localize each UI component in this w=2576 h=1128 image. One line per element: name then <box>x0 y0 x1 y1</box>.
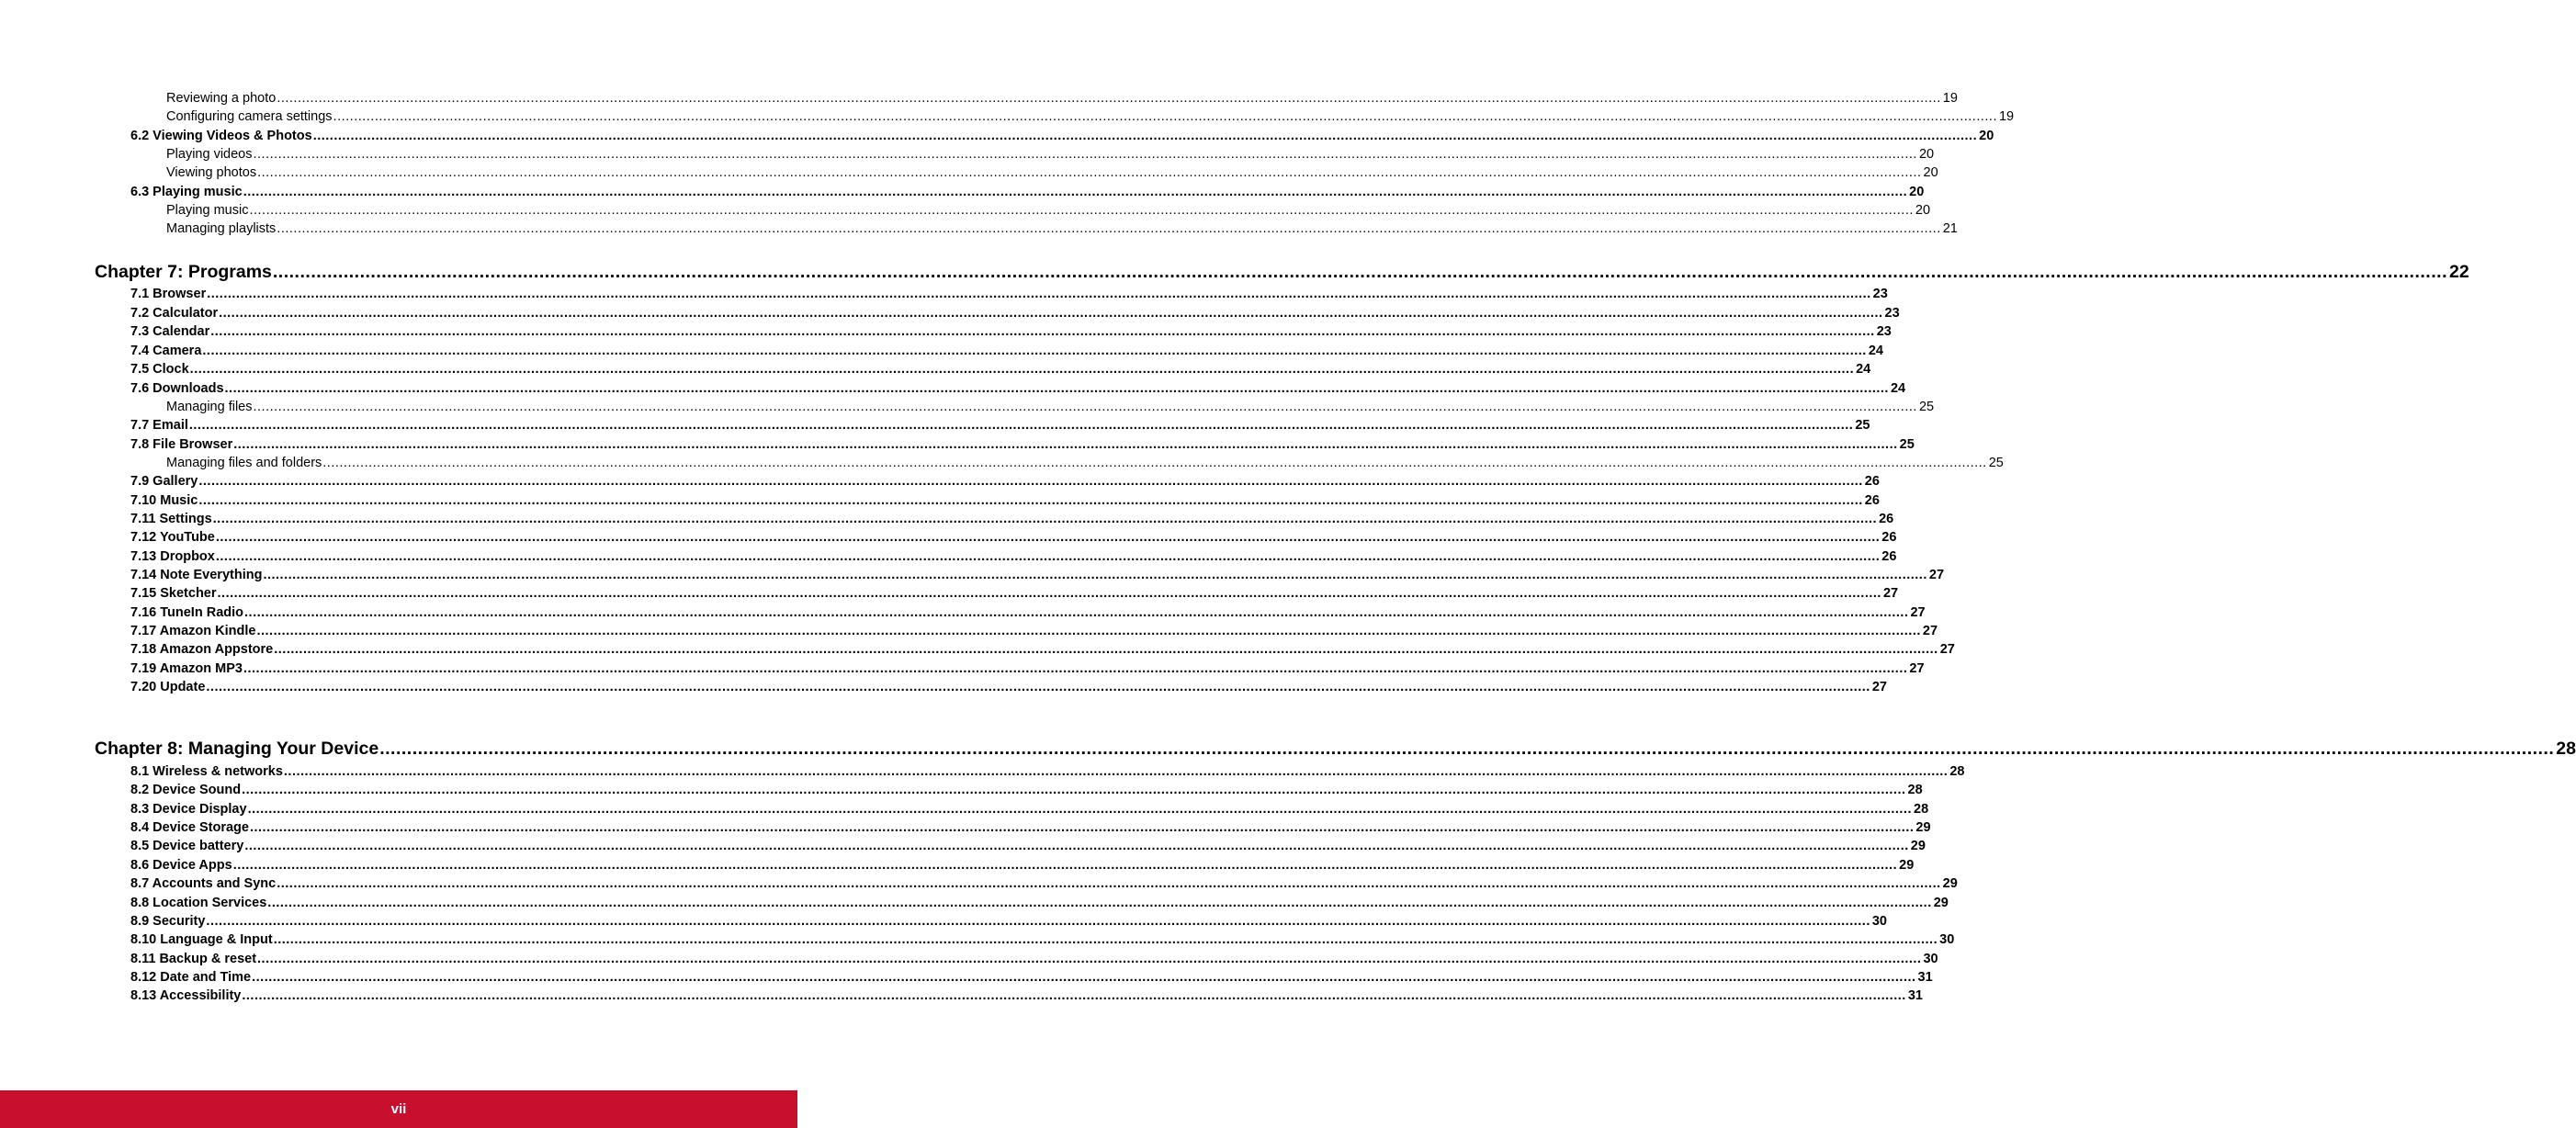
toc-entry-title: Chapter 8: Managing Your Device <box>95 739 379 759</box>
toc-subsection-entry[interactable] <box>166 109 2015 124</box>
dot-leader: ................................................................................................................................................................................................................................................................................................................................................................................................................ <box>206 914 1870 929</box>
dot-leader: ................................................................................................................................................................................................................................................................................................................................................................................................................ <box>249 203 1914 218</box>
toc-subsection-entry[interactable] <box>166 147 1935 162</box>
toc-section-entry[interactable] <box>130 970 1933 985</box>
toc-subsection-entry[interactable] <box>166 165 1938 180</box>
toc-entry-title: 7.19 Amazon MP3 <box>130 661 243 676</box>
toc-page-number: 27 <box>1928 568 1945 582</box>
toc-entry-title: 8.1 Wireless & networks <box>130 764 283 779</box>
toc-page-number: 27 <box>1922 624 1938 638</box>
toc-page-number: 26 <box>1864 493 1880 508</box>
toc-entry-title: 6.3 Playing music <box>130 185 243 199</box>
dot-leader: ................................................................................................................................................................................................................................................................................................................................................................................................................ <box>198 493 1863 508</box>
dot-leader: ................................................................................................................................................................................................................................................................................................................................................................................................................ <box>212 512 1878 526</box>
toc-section-entry[interactable] <box>130 858 1915 873</box>
dot-leader: ................................................................................................................................................................................................................................................................................................................................................................................................................ <box>242 988 1906 1003</box>
toc-page-number: 19 <box>1942 91 1958 106</box>
toc-section-entry[interactable] <box>130 437 1915 452</box>
toc-chapter-entry[interactable] <box>95 739 2576 760</box>
toc-entry-title: 7.14 Note Everything <box>130 568 263 582</box>
toc-entry-title: 7.1 Browser <box>130 287 207 301</box>
toc-entry-title: 7.7 Email <box>130 418 188 433</box>
page-number: vii <box>390 1101 407 1117</box>
dot-leader: ................................................................................................................................................................................................................................................................................................................................................................................................................ <box>283 764 1949 779</box>
toc-entry-title: Reviewing a photo <box>166 91 277 106</box>
toc-entry-title: 8.8 Location Services <box>130 896 267 910</box>
dot-leader: ................................................................................................................................................................................................................................................................................................................................................................................................................ <box>249 820 1915 835</box>
dot-leader: ................................................................................................................................................................................................................................................................................................................................................................................................................ <box>207 287 1871 301</box>
toc-page-number: 27 <box>1871 680 1887 694</box>
toc-chapter-entry[interactable] <box>95 262 2469 283</box>
toc-entry-title: 8.11 Backup & reset <box>130 952 257 966</box>
toc-section-entry[interactable] <box>130 474 1880 489</box>
toc-page-number: 26 <box>1864 474 1880 489</box>
dot-leader: ................................................................................................................................................................................................................................................................................................................................................................................................................ <box>189 362 1855 377</box>
dot-leader: ................................................................................................................................................................................................................................................................................................................................................................................................................ <box>242 783 1906 797</box>
toc-entry-title: 8.5 Device battery <box>130 839 244 853</box>
toc-page-number: 31 <box>1907 988 1923 1003</box>
dot-leader: ................................................................................................................................................................................................................................................................................................................................................................................................................ <box>267 896 1932 910</box>
dot-leader: ................................................................................................................................................................................................................................................................................................................................................................................................................ <box>215 530 1881 545</box>
dot-leader: ................................................................................................................................................................................................................................................................................................................................................................................................................ <box>256 624 1921 638</box>
toc-entry-title: 7.20 Update <box>130 680 206 694</box>
toc-page-number: 20 <box>1923 165 1938 180</box>
toc-page-number: 19 <box>1998 109 2015 124</box>
toc-section-entry[interactable] <box>130 549 1897 564</box>
dot-leader: ................................................................................................................................................................................................................................................................................................................................................................................................................ <box>206 680 1870 694</box>
toc-page-number: 29 <box>1915 820 1931 835</box>
toc-page-number: 26 <box>1881 549 1897 564</box>
dot-leader: ................................................................................................................................................................................................................................................................................................................................................................................................................ <box>244 839 1909 853</box>
dot-leader: ................................................................................................................................................................................................................................................................................................................................................................................................................ <box>247 802 1912 817</box>
dot-leader: ................................................................................................................................................................................................................................................................................................................................................................................................................ <box>263 568 1927 582</box>
dot-leader: ................................................................................................................................................................................................................................................................................................................................................................................................................ <box>253 147 1917 162</box>
toc-page-number: 29 <box>1942 876 1958 891</box>
toc-section-entry[interactable] <box>130 512 1894 526</box>
toc-section-entry[interactable] <box>130 783 1923 797</box>
toc-entry-title: Playing videos <box>166 147 253 162</box>
toc-page-number: 27 <box>1910 605 1926 620</box>
toc-entry-title: Configuring camera settings <box>166 109 333 124</box>
toc-page-number: 28 <box>2556 739 2576 759</box>
toc-entry-title: 8.7 Accounts and Sync <box>130 876 277 891</box>
toc-entry-title: 7.9 Gallery <box>130 474 198 489</box>
dot-leader: ................................................................................................................................................................................................................................................................................................................................................................................................................ <box>243 185 1908 199</box>
toc-page-number: 25 <box>1855 418 1870 433</box>
toc-entry-title: Viewing photos <box>166 165 257 180</box>
dot-leader: ................................................................................................................................................................................................................................................................................................................................................................................................................ <box>215 549 1881 564</box>
toc-section-entry[interactable] <box>130 896 1949 910</box>
dot-leader: ................................................................................................................................................................................................................................................................................................................................................................................................................ <box>188 418 1854 433</box>
toc-entry-title: Managing files and folders <box>166 456 322 470</box>
dot-leader: ................................................................................................................................................................................................................................................................................................................................................................................................................ <box>277 91 1941 106</box>
toc-entry-title: 7.15 Sketcher <box>130 586 217 601</box>
toc-page-number: 24 <box>1856 362 1871 377</box>
toc-page-number: 30 <box>1923 952 1938 966</box>
toc-section-entry[interactable] <box>130 914 1887 929</box>
toc-entry-title: 7.13 Dropbox <box>130 549 215 564</box>
toc-section-entry[interactable] <box>130 661 1925 676</box>
toc-page-number: 23 <box>1872 287 1888 301</box>
toc-entry-title: 8.3 Device Display <box>130 802 247 817</box>
toc-entry-title: 7.10 Music <box>130 493 198 508</box>
toc-section-entry[interactable] <box>130 624 1938 638</box>
toc-section-entry[interactable] <box>130 820 1931 835</box>
toc-page-number: 28 <box>1907 783 1923 797</box>
dot-leader: ................................................................................................................................................................................................................................................................................................................................................................................................................ <box>277 876 1941 891</box>
toc-section-entry[interactable] <box>130 493 1880 508</box>
toc-page-number: 20 <box>1915 203 1931 218</box>
toc-entry-title: 7.18 Amazon Appstore <box>130 642 274 657</box>
toc-subsection-entry[interactable] <box>166 221 1958 236</box>
toc-section-entry[interactable] <box>130 185 1925 199</box>
toc-section-entry[interactable] <box>130 287 1888 301</box>
dot-leader: ................................................................................................................................................................................................................................................................................................................................................................................................................ <box>219 306 1883 321</box>
dot-leader: ................................................................................................................................................................................................................................................................................................................................................................................................................ <box>244 605 1909 620</box>
toc-entry-title: 8.9 Security <box>130 914 206 929</box>
dot-leader: ................................................................................................................................................................................................................................................................................................................................................................................................................ <box>233 437 1898 452</box>
toc-entry-title: 7.6 Downloads <box>130 381 224 396</box>
toc-section-entry[interactable] <box>130 568 1945 582</box>
toc-entry-title: 7.3 Calendar <box>130 324 210 339</box>
toc-entry-title: Chapter 7: Programs <box>95 262 272 282</box>
toc-page-number: 29 <box>1910 839 1926 853</box>
dot-leader: ................................................................................................................................................................................................................................................................................................................................................................................................................ <box>272 262 2447 282</box>
toc-entry-title: 8.6 Device Apps <box>130 858 232 873</box>
toc-entry-title: 8.12 Date and Time <box>130 970 252 985</box>
toc-entry-title: 8.2 Device Sound <box>130 783 242 797</box>
toc-section-entry[interactable] <box>130 344 1883 358</box>
dot-leader: ................................................................................................................................................................................................................................................................................................................................................................................................................ <box>252 970 1916 985</box>
toc-page-number: 25 <box>1988 456 2004 470</box>
toc-page-number: 28 <box>1914 802 1929 817</box>
toc-page-number: 29 <box>1899 858 1915 873</box>
toc-entry-title: 7.11 Settings <box>130 512 212 526</box>
toc-page-number: 31 <box>1917 970 1933 985</box>
dot-leader: ................................................................................................................................................................................................................................................................................................................................................................................................................ <box>273 932 1938 947</box>
dot-leader: ................................................................................................................................................................................................................................................................................................................................................................................................................ <box>257 952 1922 966</box>
toc-subsection-entry[interactable] <box>166 456 2004 470</box>
toc-subsection-entry[interactable] <box>166 400 1935 414</box>
dot-leader: ................................................................................................................................................................................................................................................................................................................................................................................................................ <box>243 661 1908 676</box>
dot-leader: ................................................................................................................................................................................................................................................................................................................................................................................................................ <box>224 381 1889 396</box>
toc-section-entry[interactable] <box>130 530 1897 545</box>
toc-entry-title: Managing files <box>166 400 253 414</box>
toc-page-number: 23 <box>1876 324 1892 339</box>
toc-page-number: 22 <box>2448 262 2469 282</box>
toc-page-number: 21 <box>1942 221 1958 236</box>
toc-page-number: 26 <box>1879 512 1894 526</box>
toc-section-entry[interactable] <box>130 680 1887 694</box>
toc-entry-title: 7.4 Camera <box>130 344 202 358</box>
toc-section-entry[interactable] <box>130 324 1892 339</box>
toc-page-number: 29 <box>1933 896 1949 910</box>
toc-section-entry[interactable] <box>130 418 1870 433</box>
toc-section-entry[interactable] <box>130 839 1926 853</box>
toc-page-number: 24 <box>1868 344 1883 358</box>
dot-leader: ................................................................................................................................................................................................................................................................................................................................................................................................................ <box>198 474 1863 489</box>
toc-page-number: 24 <box>1890 381 1906 396</box>
toc-page-number: 20 <box>1909 185 1925 199</box>
toc-entry-title: 8.4 Device Storage <box>130 820 249 835</box>
dot-leader: ................................................................................................................................................................................................................................................................................................................................................................................................................ <box>232 858 1898 873</box>
toc-subsection-entry[interactable] <box>166 203 1931 218</box>
toc-section-entry[interactable] <box>130 642 1955 657</box>
toc-entry-title: Playing music <box>166 203 249 218</box>
toc-entry-title: 7.16 TuneIn Radio <box>130 605 244 620</box>
toc-page-number: 25 <box>1899 437 1915 452</box>
toc-entry-title: 8.10 Language & Input <box>130 932 273 947</box>
toc-page-number: 30 <box>1939 932 1955 947</box>
toc-entry-title: 7.12 YouTube <box>130 530 215 545</box>
toc-entry-title: 8.13 Accessibility <box>130 988 242 1003</box>
toc-page-number: 20 <box>1918 147 1935 162</box>
dot-leader: ................................................................................................................................................................................................................................................................................................................................................................................................................ <box>217 586 1881 601</box>
toc-section-entry[interactable] <box>130 764 1965 779</box>
toc-section-entry[interactable] <box>130 952 1938 966</box>
toc-entry-title: 7.8 File Browser <box>130 437 233 452</box>
toc-section-entry[interactable] <box>130 586 1899 601</box>
toc-subsection-entry[interactable] <box>166 91 1958 106</box>
toc-section-entry[interactable] <box>130 802 1929 817</box>
toc-section-entry[interactable] <box>130 605 1926 620</box>
dot-leader: ................................................................................................................................................................................................................................................................................................................................................................................................................ <box>379 739 2555 759</box>
toc-page-number: 20 <box>1979 129 1994 143</box>
toc-section-entry[interactable] <box>130 876 1958 891</box>
toc-page-number: 30 <box>1871 914 1887 929</box>
toc-section-entry[interactable] <box>130 988 1923 1003</box>
toc-page-number: 27 <box>1909 661 1925 676</box>
dot-leader: ................................................................................................................................................................................................................................................................................................................................................................................................................ <box>322 456 1987 470</box>
toc-entry-title: Managing playlists <box>166 221 277 236</box>
toc-entry-title: 7.17 Amazon Kindle <box>130 624 256 638</box>
dot-leader: ................................................................................................................................................................................................................................................................................................................................................................................................................ <box>312 129 1978 143</box>
toc-section-entry[interactable] <box>130 362 1871 377</box>
dot-leader: ................................................................................................................................................................................................................................................................................................................................................................................................................ <box>257 165 1922 180</box>
toc-page-number: 25 <box>1918 400 1935 414</box>
dot-leader: ................................................................................................................................................................................................................................................................................................................................................................................................................ <box>202 344 1867 358</box>
toc-page-number: 28 <box>1949 764 1965 779</box>
toc-page-number: 26 <box>1881 530 1897 545</box>
page-footer-bar <box>0 1090 797 1128</box>
dot-leader: ................................................................................................................................................................................................................................................................................................................................................................................................................ <box>333 109 1997 124</box>
toc-section-entry[interactable] <box>130 306 1900 321</box>
dot-leader: ................................................................................................................................................................................................................................................................................................................................................................................................................ <box>277 221 1941 236</box>
toc-section-entry[interactable] <box>130 932 1955 947</box>
toc-page-number: 27 <box>1939 642 1955 657</box>
toc-section-entry[interactable] <box>130 129 1994 143</box>
dot-leader: ................................................................................................................................................................................................................................................................................................................................................................................................................ <box>274 642 1938 657</box>
toc-page-number: 27 <box>1882 586 1899 601</box>
toc-section-entry[interactable] <box>130 381 1906 396</box>
toc-page-number: 23 <box>1884 306 1900 321</box>
toc-entry-title: 7.5 Clock <box>130 362 189 377</box>
toc-entry-title: 7.2 Calculator <box>130 306 219 321</box>
toc-entry-title: 6.2 Viewing Videos & Photos <box>130 129 312 143</box>
dot-leader: ................................................................................................................................................................................................................................................................................................................................................................................................................ <box>253 400 1917 414</box>
dot-leader: ................................................................................................................................................................................................................................................................................................................................................................................................................ <box>210 324 1875 339</box>
